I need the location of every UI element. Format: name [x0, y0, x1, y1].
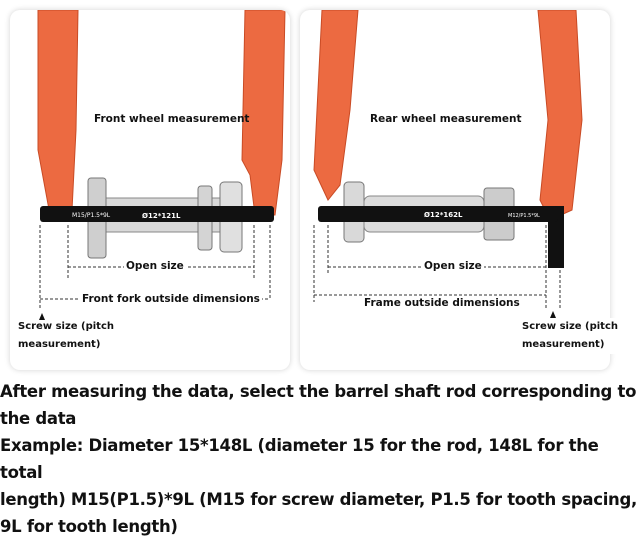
- screw-right-line1: Screw size (pitch: [522, 321, 619, 332]
- front-wheel-diagram: [10, 10, 290, 370]
- instruction-line-5: 9L for tooth length): [0, 517, 178, 536]
- instruction-line-1: After measuring the data, select the barrel shaft rod corresponding to: [0, 382, 637, 401]
- rear-frame-left-tube: [314, 10, 358, 200]
- rear-title: Rear wheel measurement: [370, 113, 522, 125]
- screw-right-line2: measurement): [522, 339, 605, 350]
- rear-wheel-diagram: [300, 10, 610, 370]
- front-wheel-panel: [10, 10, 290, 370]
- rear-rod-text: Ø12*162L: [424, 211, 463, 219]
- instruction-line-4: length) M15(P1.5)*9L (M15 for screw diameter, P1.5 for tooth spacing,: [0, 490, 637, 509]
- rear-open-size-label: Open size: [424, 260, 482, 272]
- rear-wheel-panel: [300, 10, 610, 370]
- screw-size-left-label: [18, 318, 114, 354]
- front-outside-label: Front fork outside dimensions: [82, 293, 260, 305]
- instruction-line-3: Example: Diameter 15*148L (diameter 15 for the rod, 148L for the total: [0, 436, 599, 482]
- screw-left-line2: measurement): [18, 339, 101, 350]
- instruction-line-2: the data: [0, 409, 77, 428]
- front-rod-text: M15/P1.5*9L: [72, 212, 111, 219]
- front-rod-text2: Ø12*121L: [142, 212, 181, 220]
- front-fork-left-leg: [38, 10, 78, 215]
- rear-rod-text2: M12/P1.5*9L: [508, 213, 540, 219]
- screw-size-right-label: [520, 318, 620, 354]
- front-title: Front wheel measurement: [94, 113, 250, 125]
- instruction-text: [0, 378, 640, 540]
- front-open-size-label: Open size: [126, 260, 184, 272]
- rear-screw-arrow: [550, 311, 556, 318]
- rear-outside-label: Frame outside dimensions: [364, 297, 520, 309]
- rear-frame-right-tube: [538, 10, 582, 220]
- screw-left-line1: Screw size (pitch: [18, 321, 115, 332]
